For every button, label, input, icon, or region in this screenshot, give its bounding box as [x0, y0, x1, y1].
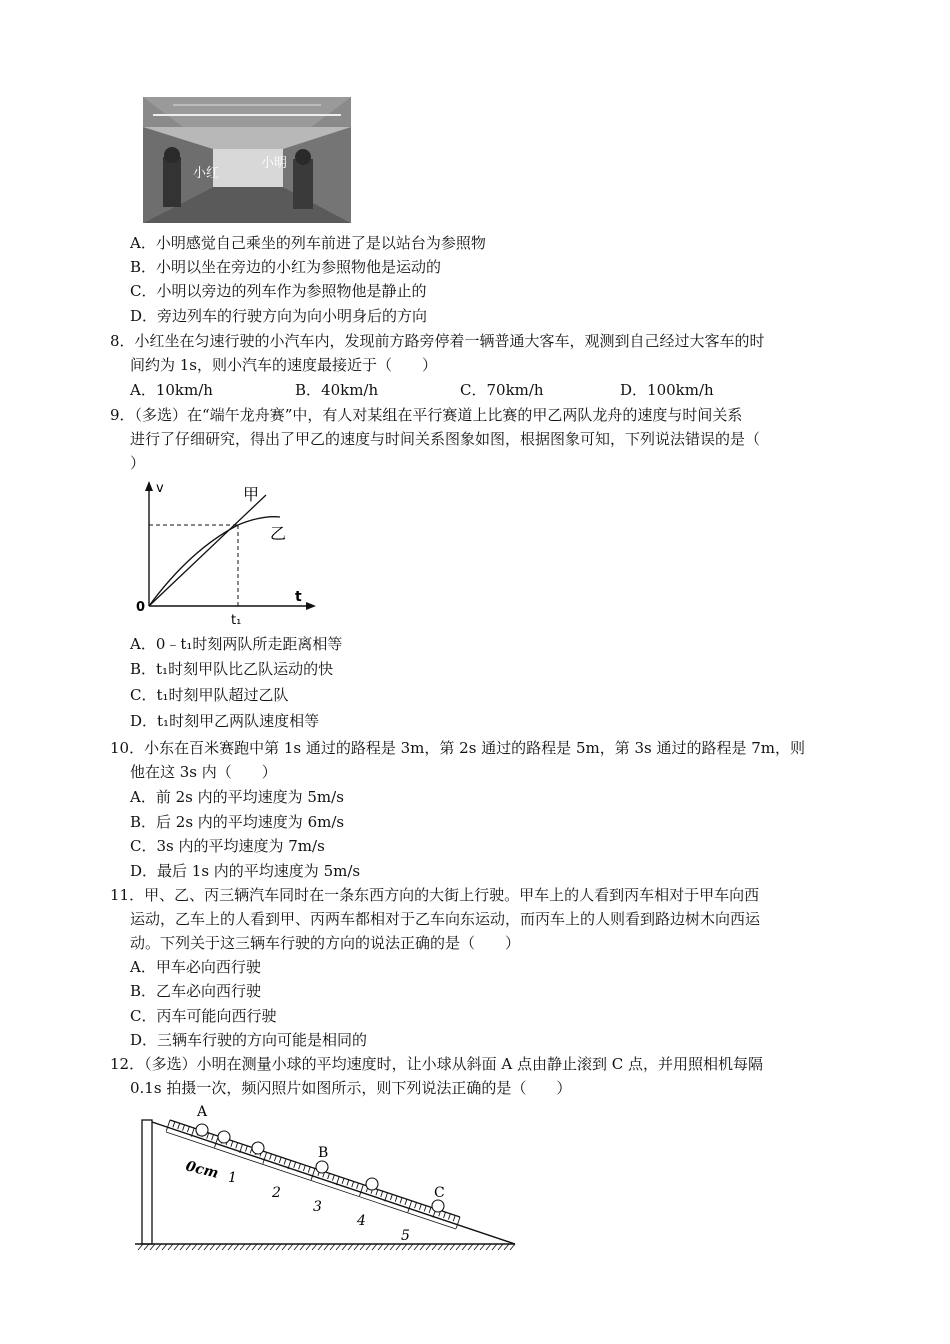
ruler-mark-1: 1 — [228, 1170, 237, 1186]
ground-hatch — [216, 1244, 221, 1250]
ruler-tick — [212, 1135, 214, 1141]
q9-option-a: A．0﹣t₁时刻两队所走距离相等 — [130, 635, 343, 653]
ruler-tick — [395, 1196, 397, 1202]
ground-hatch — [390, 1244, 395, 1250]
q9-option-d: D．t₁时刻甲乙两队速度相等 — [130, 712, 320, 730]
point-a-label: A — [197, 1104, 208, 1120]
ruler-tick — [456, 1217, 460, 1228]
ground-hatch — [462, 1244, 467, 1250]
ruler-mark-4: 4 — [357, 1213, 366, 1229]
ground-hatch — [294, 1244, 299, 1250]
q8-stem-line1: 8．小红坐在匀速行驶的小汽车内，发现前方路旁停着一辆普通大客车，观测到自己经过大客车的时 — [110, 332, 765, 350]
q11-option-d: D．三辆车行驶的方向可能是相同的 — [130, 1031, 368, 1049]
ruler-tick — [274, 1156, 276, 1162]
q9-velocity-time-graph — [130, 478, 330, 628]
ground-hatch — [510, 1244, 515, 1250]
ruler-tick — [376, 1190, 378, 1196]
ground-hatch — [498, 1244, 503, 1250]
ground-hatch — [396, 1244, 401, 1250]
q7-option-a: A．小明感觉自己乘坐的列车前进了是以站台为参照物 — [130, 234, 486, 252]
ground-hatch — [366, 1244, 371, 1250]
q12-stem-line1: 12．（多选）小明在测量小球的平均速度时，让小球从斜面 A 点由静止滚到 C 点，并用照相机每隔 — [110, 1055, 763, 1073]
ball — [366, 1178, 378, 1190]
ball — [196, 1124, 208, 1136]
ground-hatch — [282, 1244, 287, 1250]
ground-hatch — [192, 1244, 197, 1250]
ground-hatch — [384, 1244, 389, 1250]
q7-option-c: C．小明以旁边的列车作为参照物他是静止的 — [130, 282, 427, 300]
ground-hatch — [354, 1244, 359, 1250]
ground-hatch — [204, 1244, 209, 1250]
ground-hatch — [300, 1244, 305, 1250]
ground-hatch — [270, 1244, 275, 1250]
ground-hatch — [210, 1244, 215, 1250]
ruler-tick — [448, 1214, 450, 1220]
ground-hatch — [444, 1244, 449, 1250]
ruler-tick — [299, 1164, 301, 1170]
q11-option-c: C．丙车可能向西行驶 — [130, 1007, 277, 1025]
q8-option-a: A．10km/h — [130, 381, 213, 399]
ball — [316, 1161, 328, 1173]
ball — [432, 1200, 444, 1212]
ground-hatch — [222, 1244, 227, 1250]
ruler-tick — [294, 1162, 296, 1168]
q12-incline-ruler-diagram — [130, 1100, 530, 1252]
ruler-tick — [245, 1146, 247, 1152]
q8-option-c: C．70km/h — [460, 381, 544, 399]
ruler-tick — [284, 1159, 286, 1165]
ruler-tick — [308, 1167, 310, 1173]
ruler-tick — [400, 1198, 402, 1204]
ground-hatch — [168, 1244, 173, 1250]
ruler-tick — [419, 1204, 421, 1210]
ground-hatch — [174, 1244, 179, 1250]
ground-hatch — [414, 1244, 419, 1250]
ground-hatch — [144, 1244, 149, 1250]
q8-option-b: B．40km/h — [295, 381, 379, 399]
t1-label: t₁ — [231, 613, 242, 628]
ruler-tick — [415, 1202, 417, 1208]
ground-hatch — [360, 1244, 365, 1250]
ruler-mark-2: 2 — [272, 1185, 281, 1201]
q9-stem-line2: 进行了仔细研究，得出了甲乙的速度与时间关系图象如图，根据图象可知，下列说法错误的是（ — [130, 430, 761, 448]
ground-hatch — [420, 1244, 425, 1250]
ground-hatch — [432, 1244, 437, 1250]
ground-hatch — [186, 1244, 191, 1250]
q9-stem-line1: 9．（多选）在“端午龙舟赛”中，有人对某组在平行赛道上比赛的甲乙两队龙舟的速度与时间关系 — [110, 406, 743, 424]
point-c-label: C — [434, 1185, 445, 1201]
ruler-tick — [381, 1191, 383, 1197]
ground-hatch — [264, 1244, 269, 1250]
ground-hatch — [258, 1244, 263, 1250]
ruler-tick — [187, 1126, 189, 1132]
ground-hatch — [456, 1244, 461, 1250]
ground-hatch — [450, 1244, 455, 1250]
ball — [252, 1142, 264, 1154]
ground-hatch — [198, 1244, 203, 1250]
ground-hatch — [318, 1244, 323, 1250]
ground-hatch — [342, 1244, 347, 1250]
q11-stem-line3: 动。下列关于这三辆车行驶的方向的说法正确的是（ ） — [130, 934, 521, 952]
yi-label: 乙 — [270, 524, 287, 543]
ruler-tick — [390, 1194, 392, 1200]
q10-option-a: A．前 2s 内的平均速度为 5m/s — [130, 788, 344, 806]
ruler-tick — [231, 1141, 233, 1147]
ruler-tick — [178, 1123, 180, 1129]
ruler-tick — [236, 1143, 238, 1149]
q10-stem-line1: 10．小东在百米赛跑中第 1s 通过的路程是 3m，第 2s 通过的路程是 5m，第 3s 通过的路程是 7m，则 — [110, 739, 806, 757]
ruler-tick — [270, 1154, 272, 1160]
ruler-tick — [303, 1165, 305, 1171]
ruler-tick — [352, 1181, 354, 1187]
ruler-tick — [332, 1175, 334, 1181]
axis-v-label: v — [156, 481, 164, 496]
train-interior-photo — [143, 97, 351, 223]
ruler-tick — [173, 1122, 175, 1128]
ground-hatch — [426, 1244, 431, 1250]
ruler-mark-3: 3 — [313, 1199, 322, 1215]
q10-option-d: D．最后 1s 内的平均速度为 5m/s — [130, 862, 361, 880]
ruler-tick — [263, 1152, 267, 1163]
ground-hatch — [306, 1244, 311, 1250]
ball — [218, 1131, 230, 1143]
ground-hatch — [156, 1244, 161, 1250]
q11-option-a: A．甲车必向西行驶 — [130, 958, 261, 976]
ruler-tick — [347, 1180, 349, 1186]
q10-option-c: C．3s 内的平均速度为 7m/s — [130, 837, 325, 855]
ruler-tick — [166, 1120, 170, 1131]
ruler-tick — [311, 1169, 315, 1180]
ruler-tick — [424, 1206, 426, 1212]
ground-hatch — [246, 1244, 251, 1250]
ground-hatch — [486, 1244, 491, 1250]
ruler-tick — [279, 1157, 281, 1163]
ground-hatch — [228, 1244, 233, 1250]
ground-hatch — [492, 1244, 497, 1250]
ground-hatch — [474, 1244, 479, 1250]
q9-option-c: C．t₁时刻甲队超过乙队 — [130, 686, 289, 704]
q11-stem-line2: 运动，乙车上的人看到甲、丙两车都相对于乙车向东运动，而丙车上的人则看到路边树木向西运 — [130, 910, 761, 928]
ground-hatch — [234, 1244, 239, 1250]
q11-option-b: B．乙车必向西行驶 — [130, 982, 262, 1000]
ruler-tick — [328, 1173, 330, 1179]
axis-t-label: t — [295, 589, 302, 605]
ruler-tick — [444, 1212, 446, 1218]
ruler-zero-label: 0cm — [184, 1158, 221, 1182]
ground-hatch — [378, 1244, 383, 1250]
ground-hatch — [504, 1244, 509, 1250]
ground-hatch — [312, 1244, 317, 1250]
ground-hatch — [162, 1244, 167, 1250]
q9-option-b: B．t₁时刻甲队比乙队运动的快 — [130, 660, 334, 678]
q12-stem-line2: 0.1s 拍摄一次，频闪照片如图所示，则下列说法正确的是（ ） — [130, 1079, 572, 1097]
ruler-tick — [429, 1207, 431, 1213]
ground-hatch — [468, 1244, 473, 1250]
ground-hatch — [180, 1244, 185, 1250]
ground-hatch — [372, 1244, 377, 1250]
q11-stem-line1: 11．甲、乙、丙三辆汽车同时在一条东西方向的大街上行驶。甲车上的人看到丙车相对于甲车向西 — [110, 886, 760, 904]
ruler-tick — [357, 1183, 359, 1189]
ground-hatch — [138, 1244, 143, 1250]
ground-hatch — [288, 1244, 293, 1250]
ground-hatch — [324, 1244, 329, 1250]
ground-hatch — [408, 1244, 413, 1250]
jia-label: 甲 — [243, 485, 260, 504]
ruler-tick — [342, 1178, 344, 1184]
q10-option-b: B．后 2s 内的平均速度为 6m/s — [130, 813, 345, 831]
ground-hatch — [276, 1244, 281, 1250]
ruler-tick — [453, 1215, 455, 1221]
ground-hatch — [150, 1244, 155, 1250]
ground-hatch — [240, 1244, 245, 1250]
label-xiaoming: 小明 — [261, 156, 288, 171]
origin-label: 0 — [136, 600, 146, 615]
q7-option-d: D．旁边列车的行驶方向为向小明身后的方向 — [130, 307, 428, 325]
label-xiaohong: 小红 — [193, 166, 220, 181]
ground-hatch — [348, 1244, 353, 1250]
ruler-tick — [359, 1185, 363, 1196]
q8-option-d: D．100km/h — [620, 381, 714, 399]
q10-stem-line2: 他在这 3s 内（ ） — [130, 763, 277, 781]
ground-hatch — [438, 1244, 443, 1250]
point-b-label: B — [318, 1145, 329, 1161]
ground-hatch — [252, 1244, 257, 1250]
ground-hatch — [336, 1244, 341, 1250]
ground-hatch — [480, 1244, 485, 1250]
ground-hatch — [402, 1244, 407, 1250]
ruler-tick — [183, 1125, 185, 1131]
q7-option-b: B．小明以坐在旁边的小红为参照物他是运动的 — [130, 258, 442, 276]
ruler-tick — [408, 1201, 412, 1212]
q8-stem-line2: 间约为 1s，则小汽车的速度最接近于（ ） — [130, 356, 438, 374]
ground-hatch — [330, 1244, 335, 1250]
ruler-mark-5: 5 — [401, 1228, 410, 1244]
ruler-tick — [405, 1199, 407, 1205]
q9-stem-line3: ） — [130, 454, 146, 472]
